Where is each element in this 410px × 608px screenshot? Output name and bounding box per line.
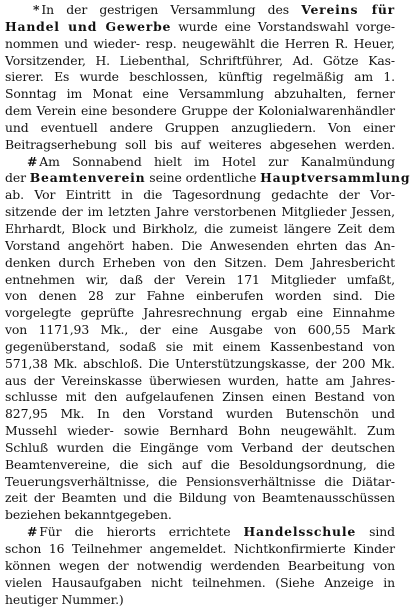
- text-line: Vorsitzender, H. Liebenthal, Schriftführer, Ad. Götze Kas-: [5, 52, 395, 68]
- text-line: sitzende der im letzten Jahre verstorbenen Mitglieder Jessen,: [5, 204, 395, 220]
- text-line: [5, 524, 395, 541]
- text-line: [5, 2, 395, 19]
- heading-handel-und-gewerbe: Handel und Gewerbe: [5, 18, 172, 34]
- text-line: [5, 154, 395, 171]
- text-line: denken durch Erheben von den Sitzen. Dem Jahresbericht: [5, 254, 395, 270]
- text-line: Ehrhardt, Block und Birkholz, die zumeist längere Zeit dem: [5, 220, 395, 236]
- asterisk-mark: *: [33, 2, 40, 17]
- heading-beamtenverein: Beamtenverein: [29, 170, 146, 186]
- text-line: können wegen der notwendig werdenden Bearbeitung von: [5, 557, 395, 573]
- text-line: von 1171,93 Mk., der eine Ausgabe von 600,55 Mark: [5, 322, 395, 338]
- text-line: [5, 19, 395, 36]
- text-line: von denen 28 zur Fahne einberufen worden sind. Die: [5, 288, 395, 304]
- text-line: zeit der Beamten und die Bildung von Beamtenausschüssen: [5, 490, 395, 506]
- text-span: seine ordentliche: [145, 170, 261, 186]
- text-line: heutiger Nummer.): [5, 591, 124, 607]
- text-span: der: [5, 170, 30, 186]
- text-line: aus der Vereinskasse überwiesen wurden, hatte am Jahres-: [5, 372, 395, 388]
- paragraph-handel-und-gewerbe: [5, 2, 395, 154]
- text-span: Am Sonnabend hielt im Hotel zur Kanalmündung: [39, 153, 395, 169]
- text-line: gegenüberstand, sodaß sie mit einem Kassenbestand von: [5, 338, 395, 354]
- text-line: schlusse mit den aufgelaufenen Zinsen einen Bestand von: [5, 389, 395, 405]
- text-line: Teuerungsverhältnisse, die Pensionsverhältnisse die Diätar-: [5, 473, 395, 489]
- text-line: vielen Hausaufgaben nicht teilnehmen. (Siehe Anzeige in: [5, 574, 395, 590]
- text-line: beziehen bekanntgegeben.: [5, 507, 172, 523]
- heading-vereins-fuer: Vereins für: [301, 2, 395, 17]
- heading-handelsschule: Handelsschule: [243, 524, 357, 540]
- text-line: Sonntag im Monat eine Versammlung abzuhalten, ferner: [5, 86, 395, 102]
- text-line: 571,38 Mk. abschloß. Die Unterstützungskasse, der 200 Mk.: [5, 355, 395, 371]
- text-span: sind: [356, 524, 395, 540]
- text-line: Vorstand angehört haben. Die Anwesenden ehrten das An-: [5, 237, 395, 253]
- text-line: Mussehl wieder- sowie Bernhard Bohn neugewählt. Zum: [5, 423, 395, 439]
- text-line: Beamtenvereine, die sich auf die Besoldungsordnung, die: [5, 456, 395, 472]
- paragraph-beamtenverein: [5, 153, 410, 525]
- text-line: dem Verein eine besondere Gruppe der Kolonialwarenhändler: [5, 103, 395, 119]
- text-span: Für die hierorts errichtete: [39, 524, 244, 540]
- paragraph-handelsschule: [5, 524, 395, 608]
- hash-mark: #: [27, 524, 38, 540]
- hash-mark: #: [27, 153, 38, 169]
- text-line: vorgelegte geprüfte Jahresrechnung ergab eine Einnahme: [5, 305, 395, 321]
- heading-hauptversammlung: Hauptversammlung: [260, 170, 410, 186]
- text-span: In der gestrigen Versammlung des: [41, 2, 302, 17]
- text-span: wurde eine Vorstandswahl vorge-: [171, 18, 395, 34]
- text-line: schon 16 Teilnehmer angemeldet. Nichtkonfirmierte Kinder: [5, 541, 395, 556]
- text-line: Beitragserhebung soll bis auf weiteres abgesehen werden.: [5, 136, 395, 152]
- text-line: [5, 170, 410, 187]
- text-line: 827,95 Mk. In den Vorstand wurden Butenschön und: [5, 406, 395, 422]
- text-line: Schluß wurden die Eingänge vom Verband der deutschen: [5, 439, 395, 455]
- text-line: entnehmen wir, daß der Verein 171 Mitglieder umfaßt,: [5, 271, 395, 287]
- text-line: ab. Vor Eintritt in die Tagesordnung gedachte der Vor-: [5, 187, 395, 203]
- text-line: und eventuell andere Gruppen anzugliedern. Von einer: [5, 119, 395, 135]
- text-line: sierer. Es wurde beschlossen, künftig regelmäßig am 1.: [5, 69, 395, 85]
- text-line: nommen und wieder- resp. neugewählt die Herren R. Heuer,: [5, 35, 395, 51]
